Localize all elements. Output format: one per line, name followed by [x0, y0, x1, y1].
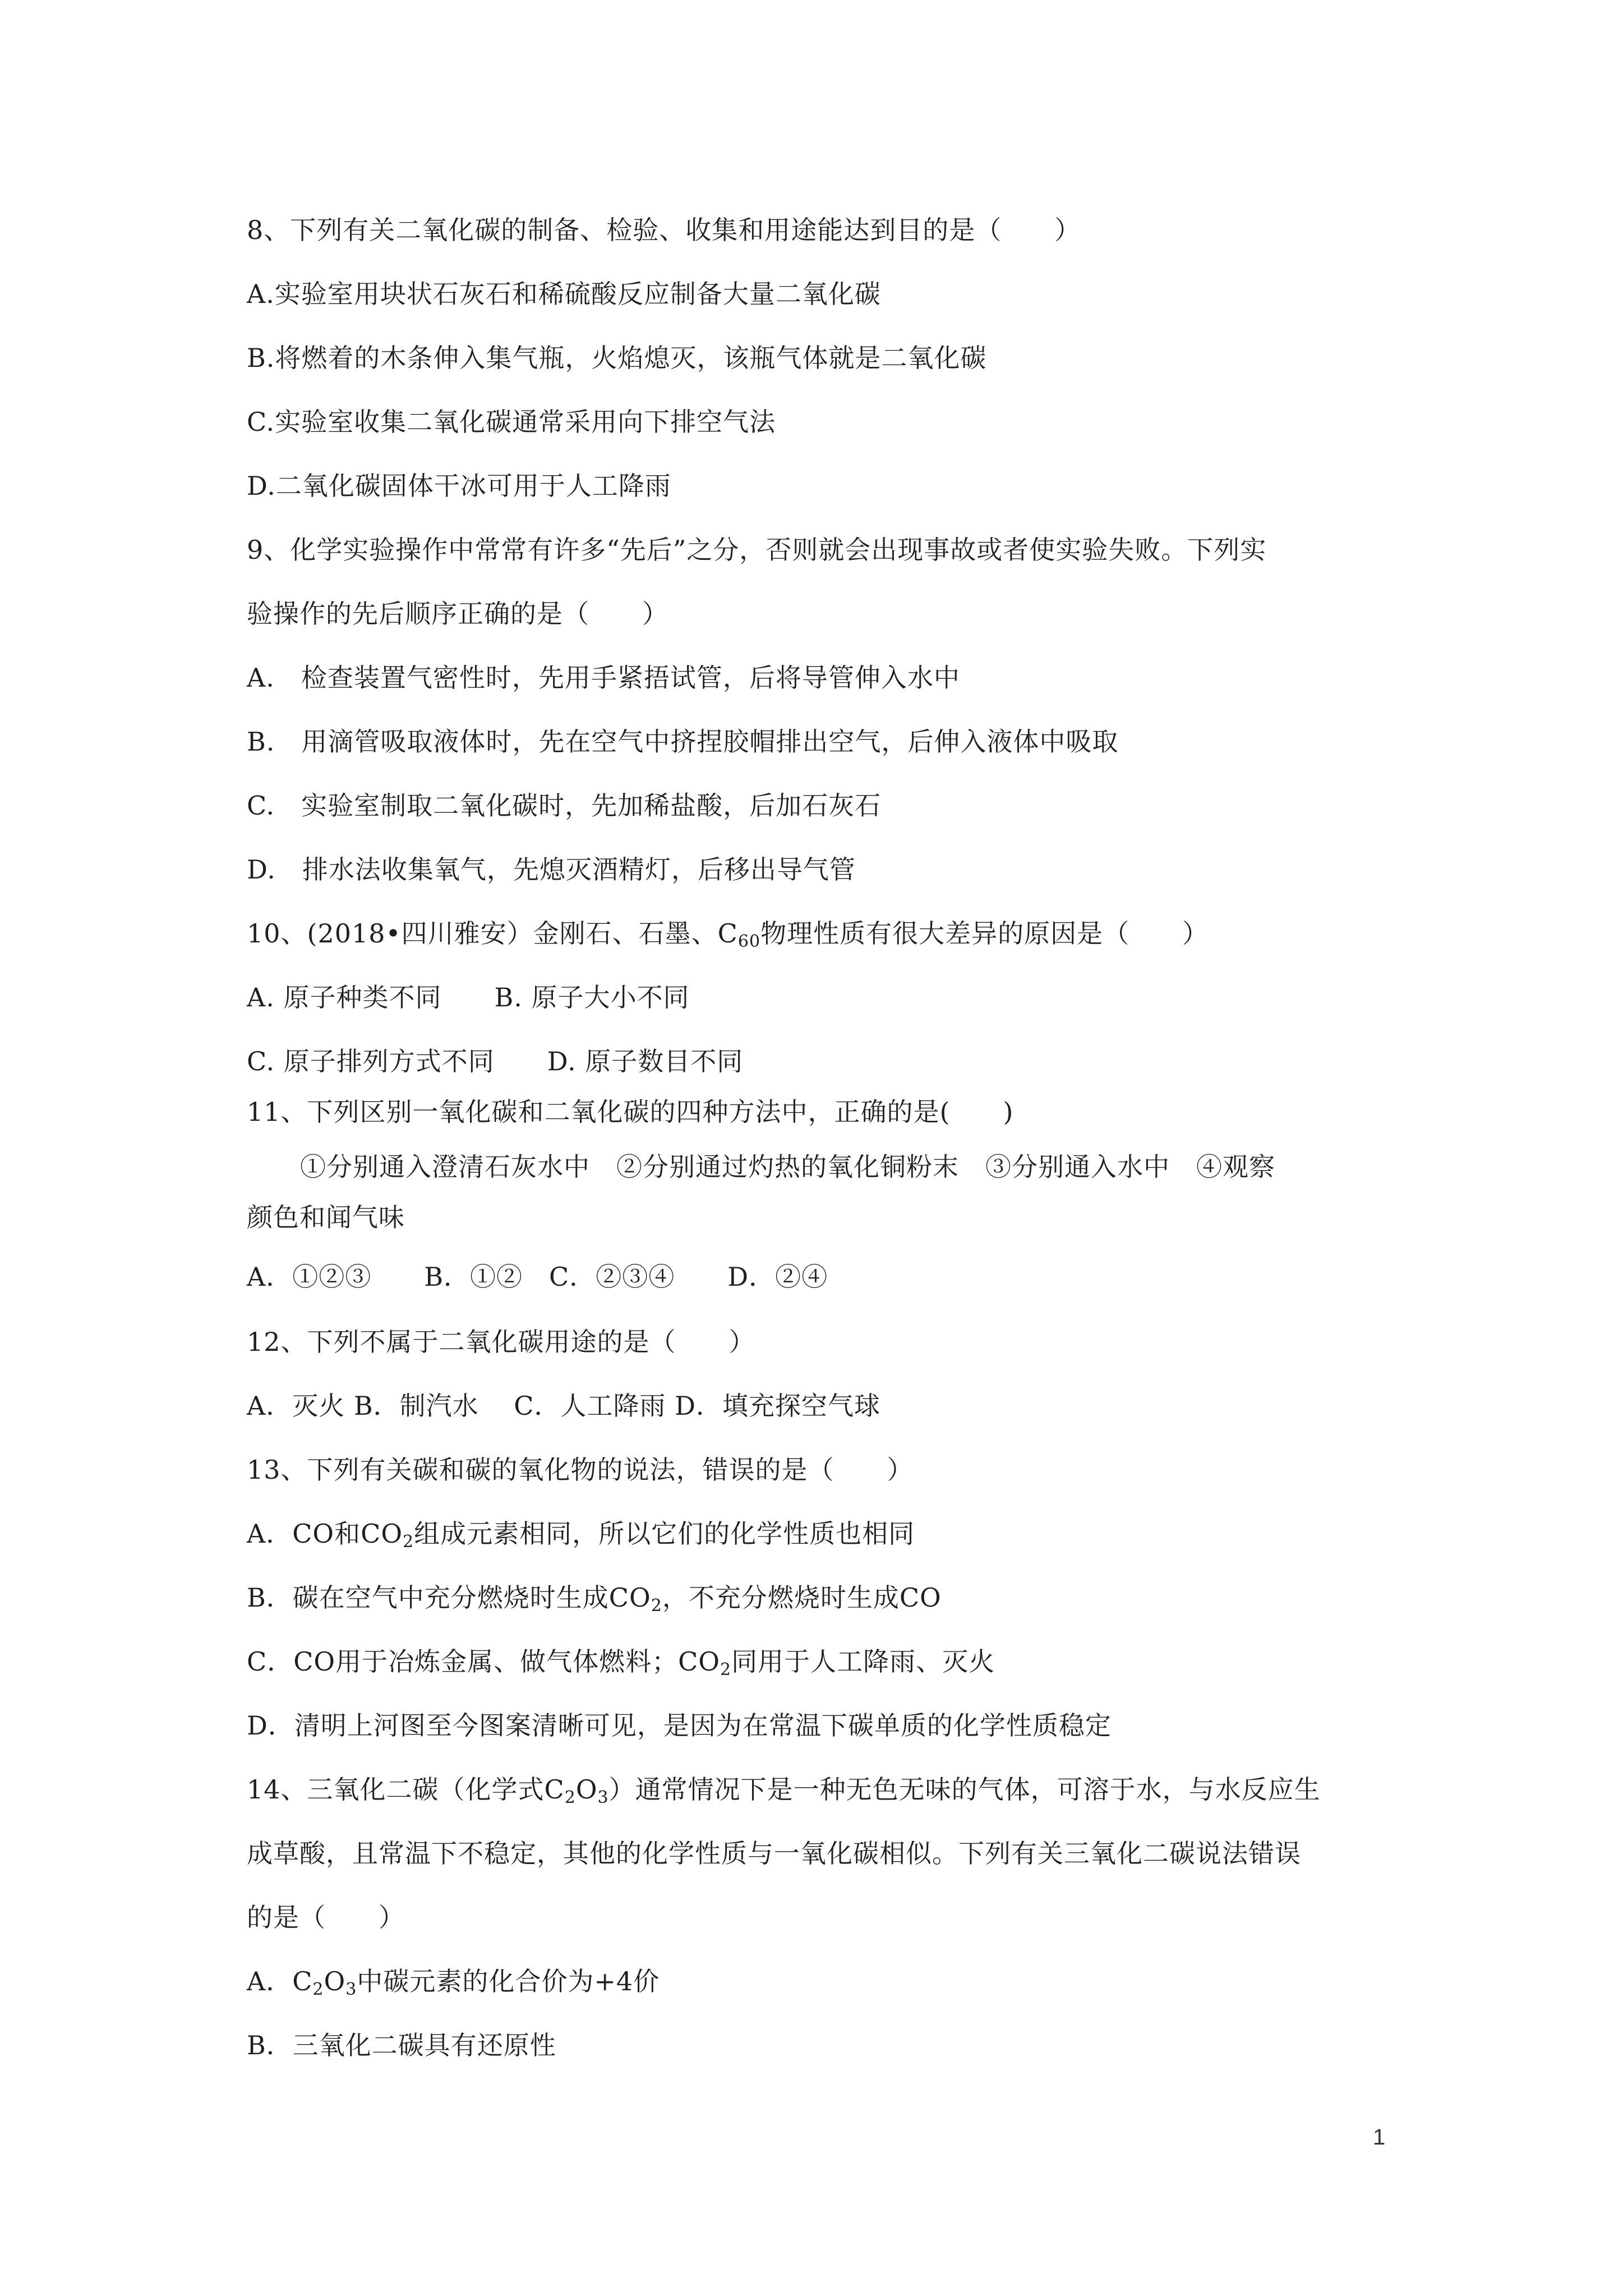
q14-stem-text: 14、三氧化二碳（化学式C [247, 1774, 565, 1805]
q14-stem-subscript-2: 3 [597, 1788, 609, 1807]
q10-options-ab: A. 原子种类不同 B. 原子大小不同 [247, 982, 690, 1013]
q14-a-subscript-2: 3 [345, 1980, 357, 1999]
q13-a-subscript: 2 [403, 1532, 414, 1552]
q11-methods-line1: ①分别通入澄清石灰水中 ②分别通过灼热的氧化铜粉末 ③分别通入水中 ④观察 [300, 1152, 1275, 1182]
q12-stem: 12、下列不属于二氧化碳用途的是（ ） [247, 1327, 755, 1357]
q14-stem-line3: 的是（ ） [247, 1902, 405, 1932]
page-number: 1 [1373, 2125, 1386, 2150]
q9-stem-line1: 9、化学实验操作中常常有许多“先后”之分，否则就会出现事故或者使实验失败。下列实 [247, 535, 1267, 565]
q14-stem-line1 [247, 1773, 1321, 1806]
q11-stem: 11、下列区别一氧化碳和二氧化碳的四种方法中，正确的是( ) [247, 1097, 1014, 1127]
q11-methods-line2: 颜色和闻气味 [247, 1202, 405, 1232]
q8-option-b: B.将燃着的木条伸入集气瓶，火焰熄灭，该瓶气体就是二氧化碳 [247, 343, 987, 373]
q10-stem [247, 917, 1209, 950]
q12-options: A．灭火 B．制汽水 C．人工降雨 D．填充探空气球 [247, 1391, 880, 1421]
q13-option-c [247, 1645, 995, 1678]
q9-option-d: D. 排水法收集氧气，先熄灭酒精灯，后移出导气管 [247, 854, 856, 885]
q14-a-text-end: 中碳元素的化合价为+4价 [357, 1966, 660, 1996]
q14-stem-text-end: ）通常情况下是一种无色无味的气体，可溶于水，与水反应生 [608, 1774, 1321, 1805]
q14-option-a [247, 1964, 660, 1998]
q8-option-a: A.实验室用块状石灰石和稀硫酸反应制备大量二氧化碳 [247, 279, 881, 309]
q9-stem-line2: 验操作的先后顺序正确的是（ ） [247, 599, 668, 629]
q13-b-text-end: ，不充分燃烧时生成CO [662, 1582, 942, 1613]
q8-option-d: D.二氧化碳固体干冰可用于人工降雨 [247, 471, 671, 501]
q14-a-o: O [324, 1966, 346, 1996]
q10-stem-text-end: 物理性质有很大差异的原因是（ ） [760, 918, 1209, 949]
q14-a-text: A．C [247, 1966, 313, 1996]
q14-a-subscript-1: 2 [312, 1980, 324, 1999]
q14-stem-subscript-1: 2 [564, 1788, 576, 1807]
q13-b-subscript: 2 [651, 1596, 662, 1616]
q13-c-text-end: 同用于人工降雨、灭火 [731, 1646, 995, 1677]
q10-options-cd: C. 原子排列方式不同 D. 原子数目不同 [247, 1046, 744, 1076]
q13-stem: 13、下列有关碳和碳的氧化物的说法，错误的是（ ） [247, 1455, 914, 1485]
q13-option-b [247, 1581, 942, 1614]
q14-option-b: B．三氧化二碳具有还原性 [247, 2030, 556, 2060]
q10-subscript: 60 [737, 932, 761, 951]
q8-stem: 8、下列有关二氧化碳的制备、检验、收集和用途能达到目的是（ ） [247, 215, 1081, 245]
q11-options: A．①②③ B．①② C．②③④ D．②④ [247, 1262, 828, 1292]
q13-option-d: D．清明上河图至今图案清晰可见，是因为在常温下碳单质的化学性质稳定 [247, 1710, 1112, 1741]
q9-option-b: B. 用滴管吸取液体时，先在空气中挤捏胶帽排出空气，后伸入液体中吸取 [247, 726, 1119, 757]
q13-b-text: B．碳在空气中充分燃烧时生成CO [247, 1582, 651, 1613]
q13-option-a [247, 1517, 915, 1550]
q13-a-text: A．CO和CO [247, 1519, 403, 1549]
q14-stem-line2: 成草酸，且常温下不稳定，其他的化学性质与一氧化碳相似。下列有关三氧化二碳说法错误 [247, 1838, 1301, 1869]
q13-c-subscript: 2 [720, 1660, 732, 1680]
q13-c-text: C．CO用于冶炼金属、做气体燃料；CO [247, 1646, 721, 1677]
q8-option-c: C.实验室收集二氧化碳通常采用向下排空气法 [247, 407, 776, 437]
q9-option-c: C. 实验室制取二氧化碳时，先加稀盐酸，后加石灰石 [247, 790, 882, 821]
q10-stem-text: 10、(2018•四川雅安）金刚石、石墨、C [247, 918, 738, 949]
q13-a-text-end: 组成元素相同，所以它们的化学性质也相同 [414, 1519, 915, 1549]
q9-option-a: A. 检查装置气密性时，先用手紧捂试管，后将导管伸入水中 [247, 662, 960, 693]
q14-stem-o: O [575, 1774, 598, 1805]
